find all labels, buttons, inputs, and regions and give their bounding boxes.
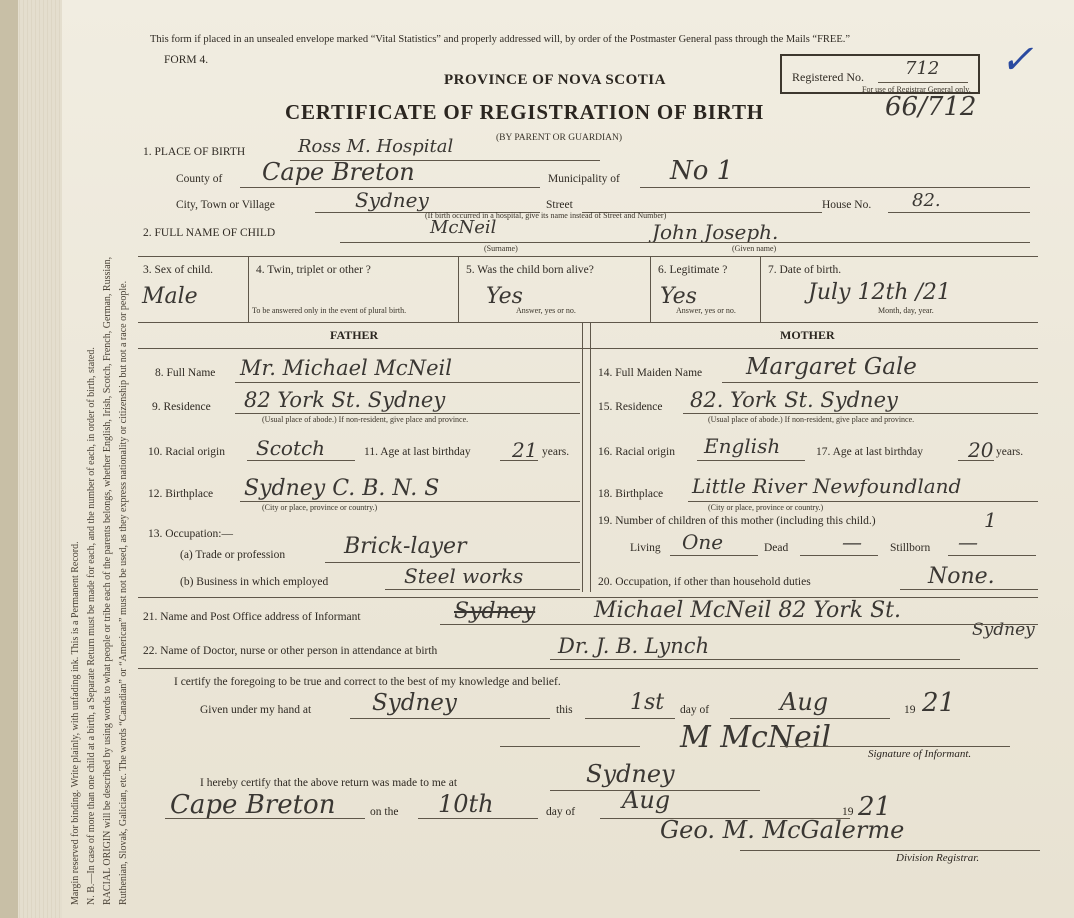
child-name-label: 2. FULL NAME OF CHILD <box>143 227 276 239</box>
given-under-hand-label: Given under my hand at <box>200 704 312 716</box>
margin-note-2: N. B.—In case of more than one child at a birth, a Separate Return must be made for each, and the number of each, in order of birth, stated. <box>86 347 97 905</box>
title-handwritten-number: 66/712 <box>885 92 977 122</box>
date-of-birth-note: Month, day, year. <box>878 306 934 315</box>
mother-heading: MOTHER <box>780 328 835 342</box>
mother-occupation-value: None. <box>928 564 995 589</box>
city-label: City, Town or Village <box>176 199 275 211</box>
certificate-title: CERTIFICATE OF REGISTRATION OF BIRTH <box>285 100 764 124</box>
given-place-value: Sydney <box>372 690 457 716</box>
father-age-label: 11. Age at last birthday <box>364 446 471 458</box>
father-name-value: Mr. Michael McNeil <box>240 356 452 380</box>
mother-residence-value: 82. York St. Sydney <box>690 388 898 412</box>
margin-note-1: Margin reserved for binding. Write plainly, with unfading ink. This is a Permanent Record. <box>70 541 81 905</box>
legitimate-note: Answer, yes or no. <box>676 306 736 315</box>
legitimate-label: 6. Legitimate ? <box>658 264 728 276</box>
father-business-label: (b) Business in which employed <box>180 576 329 588</box>
county-label: County of <box>176 173 223 185</box>
street-label: Street <box>546 199 573 211</box>
given-year-value: 21 <box>922 688 956 718</box>
mother-birthplace-value: Little River Newfoundland <box>692 474 962 498</box>
father-birthplace-value: Sydney C. B. N. S <box>244 476 440 501</box>
signature-of-informant-caption: Signature of Informant. <box>868 748 972 760</box>
registrar-statement: I hereby certify that the above return was made to me at <box>200 777 458 789</box>
place-of-birth-label: 1. PLACE OF BIRTH <box>143 146 246 158</box>
certification-statement: I certify the foregoing to be true and correct to the best of my knowledge and belief. <box>174 676 561 688</box>
dead-value: — <box>842 530 862 554</box>
binding-edge <box>0 0 18 918</box>
father-residence-value: 82 York St. Sydney <box>244 388 446 412</box>
father-trade-value: Brick-layer <box>344 534 467 559</box>
registrar-on-the-label: on the <box>370 806 399 818</box>
father-racial-value: Scotch <box>256 436 326 460</box>
mother-name-value: Margaret Gale <box>746 354 917 380</box>
mother-age-label: 17. Age at last birthday <box>816 446 923 458</box>
margin-note-3: RACIAL ORIGIN will be described by using words to what people or tribe each of the parents belongs, whether English, Irish, Scotch, French, German, Russian, <box>102 256 113 905</box>
father-years: years. <box>542 446 570 458</box>
form-number: FORM 4. <box>164 54 209 66</box>
this-label: this <box>556 704 573 716</box>
registrar-county-value: Cape Breton <box>170 790 336 820</box>
child-given-name: John Joseph. <box>652 220 779 244</box>
registrar-day-of-label: day of <box>546 806 576 818</box>
alive-label: 5. Was the child born alive? <box>466 264 594 276</box>
twin-note: To be answered only in the event of plural birth. <box>252 306 407 315</box>
given-year-prefix: 19 <box>904 704 916 716</box>
dead-label: Dead <box>764 542 789 554</box>
date-of-birth-value: July 12th /21 <box>808 280 951 305</box>
mother-residence-note: (Usual place of abode.) If non-resident, give place and province. <box>708 415 915 424</box>
registrar-year-prefix: 19 <box>842 806 854 818</box>
living-label: Living <box>630 542 661 554</box>
header-notice: This form if placed in an unsealed envelope marked “Vital Statistics” and properly addressed will, by order of the Postmaster General pass through the Mails “FREE.” <box>150 34 851 45</box>
stillborn-label: Stillborn <box>890 542 931 554</box>
registration-label: Registered No. <box>792 70 864 84</box>
doctor-value: Dr. J. B. Lynch <box>558 634 710 658</box>
mother-age-value: 20 <box>968 438 994 462</box>
child-surname: McNeil <box>430 217 497 238</box>
legitimate-value: Yes <box>660 284 697 309</box>
registration-number: 712 <box>905 58 940 79</box>
father-heading: FATHER <box>330 328 379 342</box>
father-occupation-label: 13. Occupation:— <box>148 528 233 540</box>
children-count-label: 19. Number of children of this mother (including this child.) <box>598 515 876 527</box>
margin-note-4: Ruthenian, Slovak, Galician, etc. The words “Canadian” or “American” must not be used, as they express nationality or citizenship but not a race or people. <box>118 280 129 905</box>
mother-racial-label: 16. Racial origin <box>598 446 675 458</box>
province-heading: PROVINCE OF NOVA SCOTIA <box>444 72 666 88</box>
registrar-day-value: 10th <box>438 790 494 818</box>
registrar-month-value: Aug <box>622 786 671 814</box>
doctor-label: 22. Name of Doctor, nurse or other person in attendance at birth <box>143 645 438 657</box>
certificate-subtitle: (BY PARENT OR GUARDIAN) <box>496 133 623 143</box>
alive-value: Yes <box>486 284 523 309</box>
given-month-value: Aug <box>780 688 829 716</box>
mother-birthplace-note: (City or place, province or country.) <box>708 503 824 512</box>
registrar-signature: Geo. M. McGalerme <box>660 816 905 844</box>
mother-residence-label: 15. Residence <box>598 401 663 413</box>
informant-struck-value: Sydney <box>454 599 536 624</box>
stillborn-value: — <box>958 530 978 554</box>
mother-occupation-label: 20. Occupation, if other than household duties <box>598 576 811 588</box>
father-age-value: 21 <box>512 438 538 462</box>
informant-label: 21. Name and Post Office address of Informant <box>143 611 361 623</box>
sex-label: 3. Sex of child. <box>143 264 213 276</box>
registrar-place-value: Sydney <box>586 760 675 788</box>
municipality-value: No 1 <box>670 156 734 186</box>
father-trade-label: (a) Trade or profession <box>180 549 286 561</box>
father-birthplace-note: (City or place, province or country.) <box>262 503 378 512</box>
father-birthplace-label: 12. Birthplace <box>148 488 214 500</box>
given-name-caption: (Given name) <box>732 244 777 253</box>
hospital-note: (If birth occurred in a hospital, give its name instead of Street and Number) <box>425 211 667 220</box>
children-count-value: 1 <box>984 508 997 532</box>
date-of-birth-label: 7. Date of birth. <box>768 264 842 276</box>
given-day-of-label: day of <box>680 704 710 716</box>
twin-label: 4. Twin, triplet or other ? <box>256 264 371 276</box>
father-business-value: Steel works <box>404 564 524 588</box>
municipality-label: Municipality of <box>548 173 620 185</box>
city-value: Sydney <box>355 188 429 212</box>
alive-note: Answer, yes or no. <box>516 306 576 315</box>
given-day-value: 1st <box>630 690 665 715</box>
mother-birthplace-label: 18. Birthplace <box>598 488 664 500</box>
informant-value: Michael McNeil 82 York St. <box>594 598 901 623</box>
father-residence-label: 9. Residence <box>152 401 211 413</box>
registration-note: For use of Registrar General only. <box>862 85 971 94</box>
county-value: Cape Breton <box>262 158 415 186</box>
mother-years: years. <box>996 446 1024 458</box>
place-of-birth-value: Ross M. Hospital <box>298 136 454 157</box>
house-value: 82. <box>912 190 941 211</box>
informant-value-line2: Sydney <box>972 620 1035 640</box>
father-name-label: 8. Full Name <box>155 367 216 379</box>
informant-signature: M McNeil <box>680 720 831 755</box>
mother-name-label: 14. Full Maiden Name <box>598 367 703 379</box>
sex-value: Male <box>142 284 198 309</box>
father-racial-label: 10. Racial origin <box>148 446 225 458</box>
living-value: One <box>682 530 724 554</box>
division-registrar-caption: Division Registrar. <box>896 852 980 864</box>
father-residence-note: (Usual place of abode.) If non-resident, give place and province. <box>262 415 469 424</box>
surname-caption: (Surname) <box>484 244 518 253</box>
checkmark-icon: ✓ <box>1000 37 1034 82</box>
registrar-year-value: 21 <box>858 792 892 822</box>
mother-racial-value: English <box>704 434 781 458</box>
house-label: House No. <box>822 199 872 211</box>
